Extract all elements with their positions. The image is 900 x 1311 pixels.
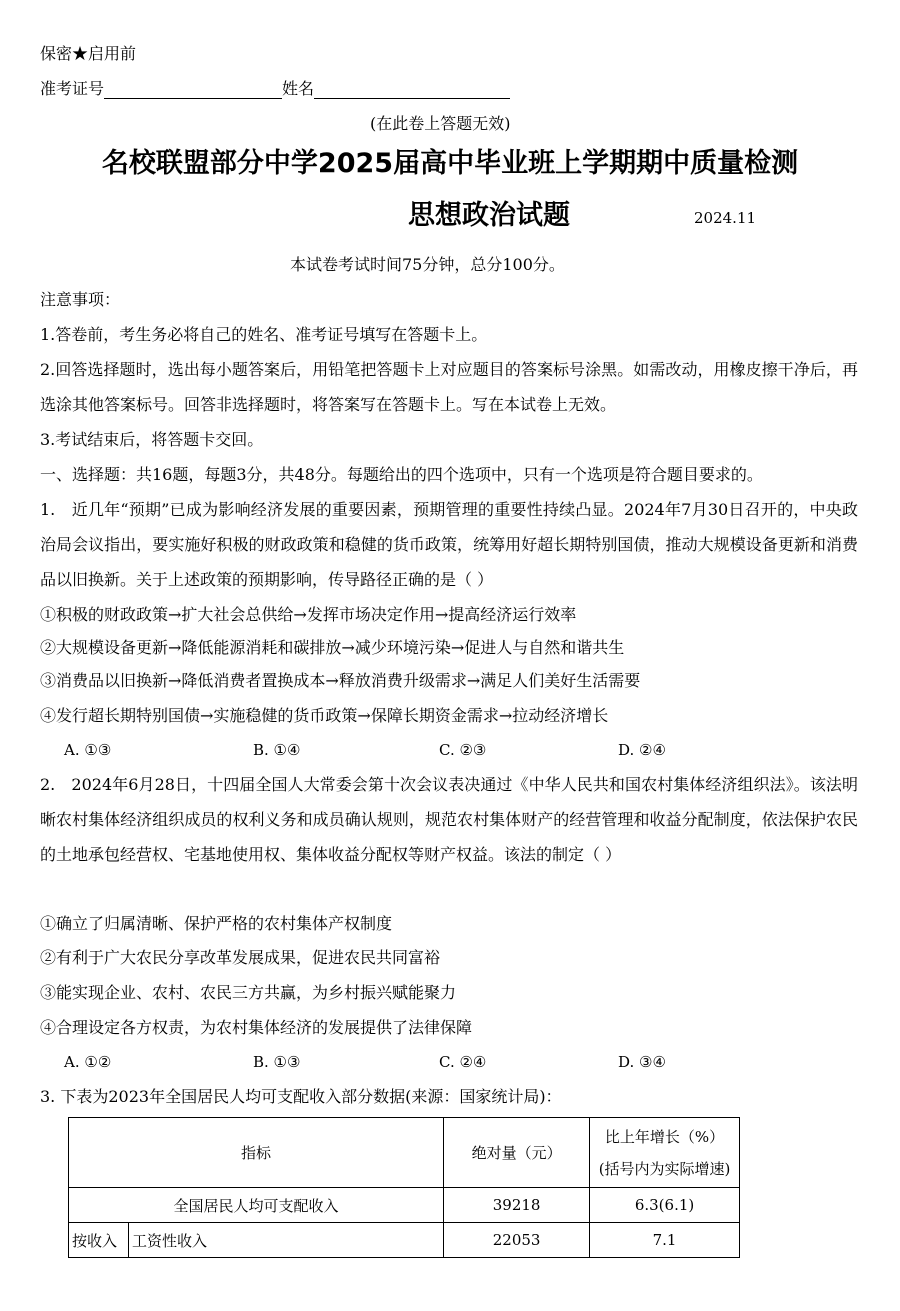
header-growth — [590, 1118, 740, 1188]
note-item-3: 3.考试结束后，将答题卡交回。 — [40, 430, 264, 449]
option-c: C. ②③ — [439, 741, 487, 759]
exam-date: 2024.11 — [694, 209, 757, 227]
invalid-note: (在此卷上答题无效) — [370, 114, 511, 133]
table-header-row — [69, 1118, 740, 1188]
row-label: 工资性收入 — [129, 1223, 444, 1258]
question-1-statement-2: ②大规模设备更新→降低能源消耗和碳排放→减少环境污染→促进人与自然和谐共生 — [40, 638, 625, 657]
question-3-stem: 3. 下表为2023年全国居民人均可支配收入部分数据(来源：国家统计局)： — [40, 1087, 562, 1106]
header-indicator: 指标 — [69, 1118, 444, 1188]
table-row — [69, 1188, 740, 1223]
row-growth: 7.1 — [590, 1223, 740, 1258]
row-absolute: 22053 — [444, 1223, 590, 1258]
name-label: 姓名 — [282, 79, 315, 98]
exam-id-label: 准考证号 — [40, 79, 105, 98]
question-2-stem: 2. 2024年6月28日，十四届全国人大常委会第十次会议表决通过《中华人民共和国农村集体经济组织法》。该法明晰农村集体经济组织成员的权利义务和成员确认规则，规范农村集体财产的经营管理和收益分配制度，依法保护农民的土地承包经营权、宅基地使用权、集体收益分配权等财产权益。该法的制定（ ） — [40, 775, 858, 864]
option-c: C. ②④ — [439, 1053, 487, 1071]
question-2-statement-3: ③能实现企业、农村、农民三方共赢，为乡村振兴赋能聚力 — [40, 983, 457, 1002]
table-row — [69, 1223, 740, 1258]
candidate-info-line — [40, 79, 510, 99]
header-absolute: 绝对量（元） — [444, 1118, 590, 1188]
row-absolute: 39218 — [444, 1188, 590, 1223]
option-d: D. ③④ — [618, 1053, 666, 1071]
question-1-stem: 1. 近几年“预期”已成为影响经济发展的重要因素，预期管理的重要性持续凸显。2024年7月30日召开的，中央政治局会议指出，要实施好积极的财政政策和稳健的货币政策，统筹用好超长期特别国债，推动大规模设备更新和消费品以旧换新。关于上述政策的预期影响，传导路径正确的是（ ） — [40, 500, 858, 589]
question-2-statement-1: ①确立了归属清晰、保护严格的农村集体产权制度 — [40, 914, 393, 933]
row-label: 全国居民人均可支配收入 — [69, 1188, 444, 1223]
note-item-2: 2.回答选择题时，选出每小题答案后，用铅笔把答题卡上对应题目的答案标号涂黑。如需改动，用橡皮擦干净后，再选涂其他答案标号。回答非选择题时，将答案写在答题卡上。写在本试卷上无效。 — [40, 360, 858, 414]
row-growth: 6.3(6.1) — [590, 1188, 740, 1223]
option-a: A. ①③ — [64, 741, 112, 759]
subject-title: 思想政治试题 — [408, 200, 570, 231]
section-heading: 一、选择题：共16题，每题3分，共48分。每题给出的四个选项中，只有一个选项是符合题目要求的。 — [40, 465, 763, 484]
notes-heading: 注意事项： — [40, 290, 121, 309]
exam-title: 名校联盟部分中学2025届高中毕业班上学期期中质量检测 — [101, 148, 799, 179]
row-group: 按收入 — [69, 1223, 129, 1258]
option-d: D. ②④ — [618, 741, 666, 759]
name-blank — [314, 80, 510, 99]
header-growth-line1: 比上年增长（%） — [604, 1127, 725, 1146]
question-2-statement-2: ②有利于广大农民分享改革发展成果，促进农民共同富裕 — [40, 948, 441, 967]
option-a: A. ①② — [64, 1053, 112, 1071]
option-b: B. ①③ — [253, 1053, 301, 1071]
income-table — [68, 1117, 740, 1258]
secret-mark: 保密★启用前 — [40, 44, 137, 63]
header-growth-line2: (括号内为实际增速) — [598, 1159, 731, 1178]
exam-id-blank — [104, 80, 282, 99]
question-1-statement-1: ①积极的财政政策→扩大社会总供给→发挥市场决定作用→提高经济运行效率 — [40, 605, 577, 624]
question-1-statement-4: ④发行超长期特别国债→实施稳健的货币政策→保障长期资金需求→拉动经济增长 — [40, 706, 609, 725]
question-2-statement-4: ④合理设定各方权责，为农村集体经济的发展提供了法律保障 — [40, 1018, 473, 1037]
note-item-1: 1.答卷前，考生务必将自己的姓名、准考证号填写在答题卡上。 — [40, 325, 488, 344]
exam-info: 本试卷考试时间75分钟，总分100分。 — [290, 255, 565, 274]
question-1-statement-3: ③消费品以旧换新→降低消费者置换成本→释放消费升级需求→满足人们美好生活需要 — [40, 671, 641, 690]
option-b: B. ①④ — [253, 741, 301, 759]
